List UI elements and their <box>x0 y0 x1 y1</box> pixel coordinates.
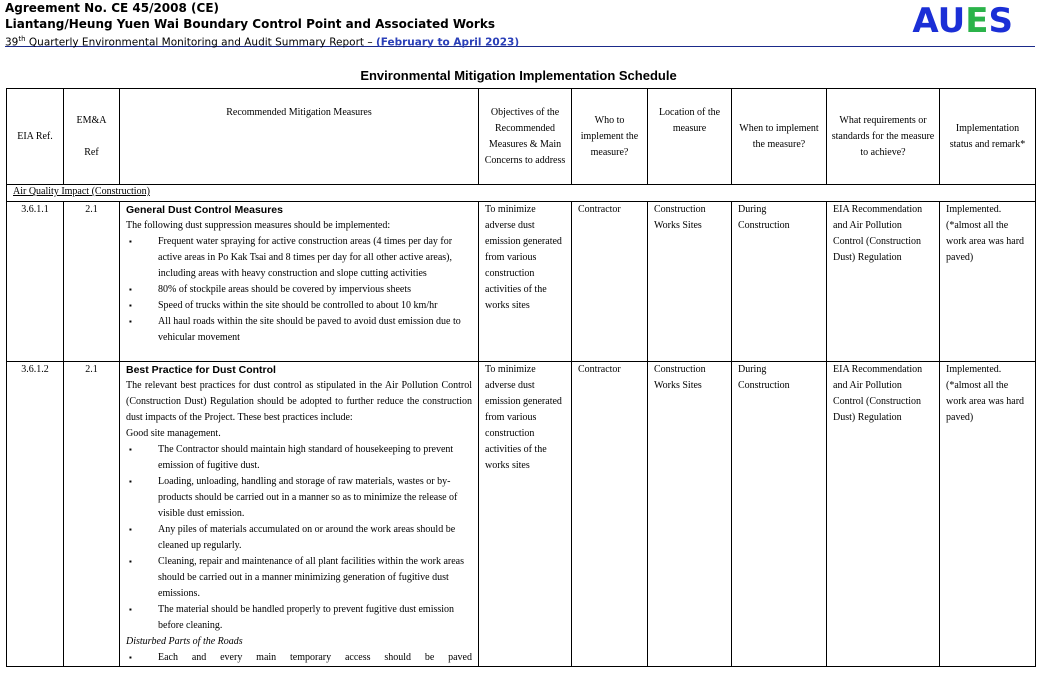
report-number: 39 <box>5 36 19 49</box>
report-header <box>5 0 1035 47</box>
report-name: Quarterly Environmental Monitoring and Audit Summary Report – <box>25 36 376 49</box>
measure-bullet: ▪ Speed of trucks within the site should be controlled to about 10 km/hr <box>126 298 472 314</box>
table-row <box>7 362 1036 667</box>
col-eia-ref: EIA Ref. <box>7 89 64 185</box>
measures-cell <box>120 362 479 667</box>
report-subtitle <box>5 32 1035 50</box>
status-cell: Implemented. (*almost all the work area was hard paved) <box>940 202 1036 362</box>
measure-intro: The following dust suppression measures should be implemented: <box>126 220 391 231</box>
ema-ref-cell: 2.1 <box>64 202 120 362</box>
objective-cell: To minimize adverse dust emission generated from various construction activities of the works sites <box>479 202 572 362</box>
col-measures: Recommended Mitigation Measures <box>120 89 479 185</box>
requirements-cell: EIA Recommendation and Air Pollution Control (Construction Dust) Regulation <box>827 362 940 667</box>
objective-cell: To minimize adverse dust emission generated from various construction activities of the works sites <box>479 362 572 667</box>
report-number-suffix: th <box>18 35 26 43</box>
measure-bullet: ▪ 80% of stockpile areas should be covered by impervious sheets <box>126 282 472 298</box>
col-status: Implementation status and remark* <box>940 89 1036 185</box>
col-objectives: Objectives of the Recommended Measures & Main Concerns to address <box>479 89 572 185</box>
mitigation-schedule-table <box>6 88 1036 667</box>
measure-subheading: Disturbed Parts of the Roads <box>126 636 243 647</box>
measure-bullet: ▪ Any piles of materials accumulated on or around the work areas should be cleaned up regularly. <box>126 522 472 554</box>
ema-ref-cell: 2.1 <box>64 362 120 667</box>
agreement-number: Agreement No. CE 45/2008 (CE) <box>5 1 220 15</box>
when-cell: During Construction <box>732 202 827 362</box>
col-requirements: What requirements or standards for the measure to achieve? <box>827 89 940 185</box>
report-period: (February to April 2023) <box>375 36 520 49</box>
measure-subheading: Good site management. <box>126 428 221 439</box>
measure-bullet: ▪ Cleaning, repair and maintenance of all plant facilities within the work areas should be carried out in a manner minimizing generation of fugitive dust emissions. <box>126 554 472 602</box>
measures-cell <box>120 202 479 362</box>
schedule-title: Environmental Mitigation Implementation Schedule <box>360 68 677 83</box>
measure-intro: The relevant best practices for dust control as stipulated in the Air Pollution Control (Construction Dust) Regulation should be adopted to further reduce the construction dust impacts of the Project. These best practices include: <box>126 380 472 423</box>
requirements-cell: EIA Recommendation and Air Pollution Control (Construction Dust) Regulation <box>827 202 940 362</box>
measure-bullet: ▪ Each and every main temporary access should be paved <box>126 650 472 666</box>
measure-title: General Dust Control Measures <box>126 204 283 216</box>
measure-bullet: ▪ All haul roads within the site should be paved to avoid dust emission due to vehicular movement <box>126 314 472 346</box>
table-row <box>7 202 1036 362</box>
eia-ref-cell: 3.6.1.1 <box>7 202 64 362</box>
measure-bullet: ▪ The Contractor should maintain high standard of housekeeping to prevent emission of fugitive dust. <box>126 442 472 474</box>
col-who: Who to implement the measure? <box>572 89 648 185</box>
col-when: When to implement the measure? <box>732 89 827 185</box>
project-title: Liantang/Heung Yuen Wai Boundary Control Point and Associated Works <box>5 17 495 31</box>
location-cell: Construction Works Sites <box>648 202 732 362</box>
when-cell: During Construction <box>732 362 827 667</box>
measure-bullet: ▪ Loading, unloading, handling and storage of raw materials, wastes or by-products should be carried out in a manner so as to minimize the release of visible dust emission. <box>126 474 472 522</box>
status-cell: Implemented. (*almost all the work area was hard paved) <box>940 362 1036 667</box>
location-cell: Construction Works Sites <box>648 362 732 667</box>
aues-logo: AUES <box>912 1 1013 41</box>
who-cell: Contractor <box>572 362 648 667</box>
section-heading: Air Quality Impact (Construction) <box>7 185 1036 202</box>
measure-bullet: ▪ The material should be handled properly to prevent fugitive dust emission before cleaning. <box>126 602 472 634</box>
who-cell: Contractor <box>572 202 648 362</box>
measure-bullet: ▪ Frequent water spraying for active construction areas (4 times per day for active areas in Po Kak Tsai and 8 times per day for all other active areas), including areas with heavy construction and slope cutting activities <box>126 234 472 282</box>
measure-title: Best Practice for Dust Control <box>126 364 276 376</box>
col-location: Location of the measure <box>648 89 732 185</box>
eia-ref-cell: 3.6.1.2 <box>7 362 64 667</box>
col-ema-ref: EM&A Ref <box>64 89 120 185</box>
